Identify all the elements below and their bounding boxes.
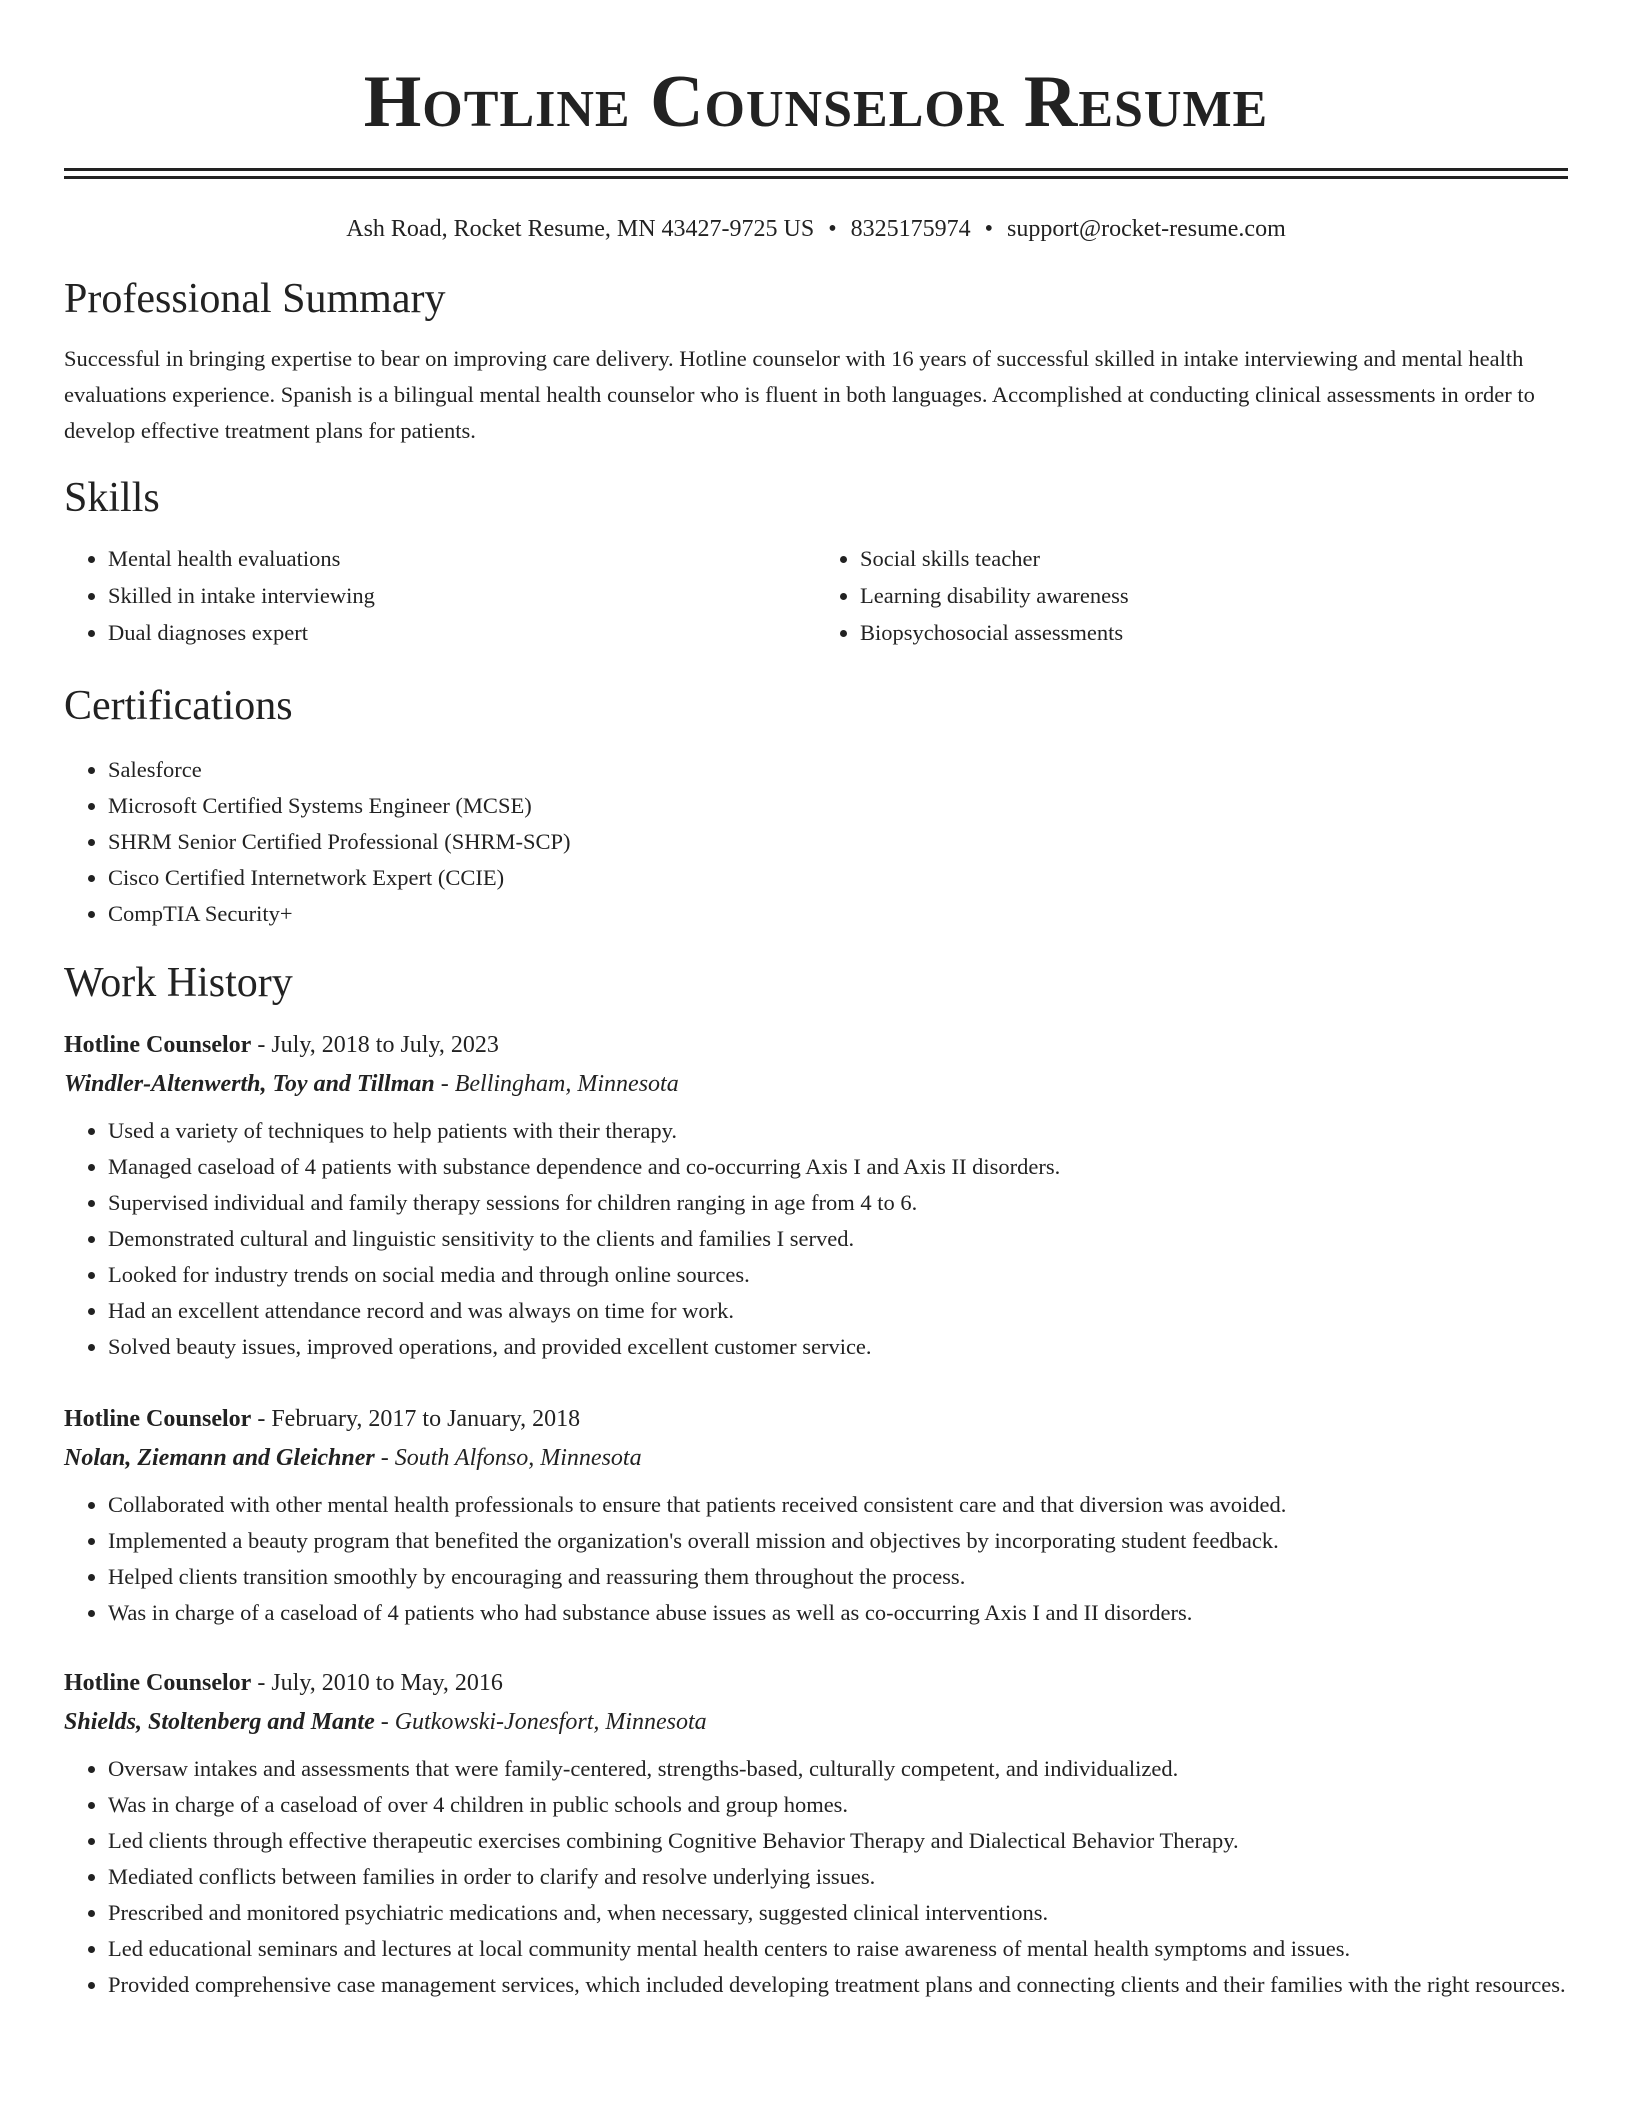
summary-text: Successful in bringing expertise to bear on improving care delivery. Hotline counselor with 16 years of successful skilled in intake interviewing and mental health evaluations experience. Spanish is a bilingual mental health counselor who is fluent in both languages. Accomplished at conducting clinical assessments in order to develop effective treatment plans for patients. — [64, 346, 1535, 443]
job-location: - South Alfonso, Minnesota — [374, 1445, 642, 1471]
job-duty-item: • Helped clients transition smoothly by encouraging and reassuring them throughout the process. — [108, 1559, 1568, 1595]
job-company: Windler-Altenwerth, Toy and Tillman — [64, 1071, 435, 1097]
summary-heading: Professional Summary — [64, 276, 446, 322]
job-duty-item: • Mediated conflicts between families in order to clarify and resolve underlying issues. — [108, 1859, 1568, 1895]
skills-list-right — [816, 540, 1568, 651]
job-dates: - July, 2010 to May, 2016 — [251, 1670, 503, 1696]
skill-item: • Learning disability awareness — [860, 577, 1568, 614]
job-role: Hotline Counselor — [64, 1406, 252, 1432]
certification-item: • Cisco Certified Internetwork Expert (CCIE) — [108, 860, 1568, 896]
job-duty-item: • Oversaw intakes and assessments that were family-centered, strengths-based, culturally competent, and individualized. — [108, 1751, 1568, 1787]
skill-item: • Dual diagnoses expert — [108, 614, 816, 651]
job-duty-item: • Was in charge of a caseload of 4 patients who had substance abuse issues as well as co-occurring Axis I and II disorders. — [108, 1595, 1568, 1631]
job-duty-item: • Supervised individual and family therapy sessions for children ranging in age from 4 to 6. — [108, 1185, 1568, 1221]
contact-phone: 8325175974 — [850, 216, 971, 242]
skill-item: • Biopsychosocial assessments — [860, 614, 1568, 651]
job-duty-item: • Was in charge of a caseload of over 4 children in public schools and group homes. — [108, 1787, 1568, 1823]
work-history-heading: Work History — [64, 960, 293, 1006]
job-dates: - February, 2017 to January, 2018 — [251, 1406, 581, 1432]
contact-address: Ash Road, Rocket Resume, MN 43427-9725 US — [346, 216, 815, 242]
certification-item: • SHRM Senior Certified Professional (SHRM-SCP) — [108, 824, 1568, 860]
certification-item: • Salesforce — [108, 752, 1568, 788]
skill-item: • Mental health evaluations — [108, 540, 816, 577]
job-entry — [64, 1400, 1568, 1631]
job-duty-item: • Led clients through effective therapeutic exercises combining Cognitive Behavior Therapy and Dialectical Behavior Therapy. — [108, 1823, 1568, 1859]
job-role: Hotline Counselor — [64, 1670, 252, 1696]
job-duties-list — [64, 1751, 1568, 2003]
job-location: - Bellingham, Minnesota — [434, 1071, 679, 1097]
job-company-line — [64, 1064, 1568, 1104]
certifications-list — [64, 752, 1568, 932]
job-title-line — [64, 1026, 1568, 1064]
job-duty-item: • Used a variety of techniques to help patients with their therapy. — [108, 1113, 1568, 1149]
skills-columns — [64, 540, 1568, 651]
contact-separator: • — [984, 216, 994, 242]
certification-item: • Microsoft Certified Systems Engineer (MCSE) — [108, 788, 1568, 824]
job-entry — [64, 1664, 1568, 2003]
contact-separator: • — [828, 216, 837, 242]
job-dates: - July, 2018 to July, 2023 — [251, 1032, 499, 1058]
job-duty-item: • Prescribed and monitored psychiatric medications and, when necessary, suggested clinical interventions. — [108, 1895, 1568, 1931]
job-duty-item: • Implemented a beauty program that benefited the organization's overall mission and objectives by incorporating student feedback. — [108, 1523, 1568, 1559]
job-duties-list — [64, 1487, 1568, 1631]
job-company: Nolan, Ziemann and Gleichner — [64, 1445, 375, 1471]
title-double-rule — [64, 168, 1568, 179]
job-title-line — [64, 1664, 1568, 1702]
job-duty-item: • Managed caseload of 4 patients with substance dependence and co-occurring Axis I and Axis II disorders. — [108, 1149, 1568, 1185]
job-duty-item: • Led educational seminars and lectures at local community mental health centers to raise awareness of mental health symptoms and issues. — [108, 1931, 1568, 1967]
contact-email: support@rocket-resume.com — [1007, 216, 1286, 242]
job-title-line — [64, 1400, 1568, 1438]
job-duty-item: • Solved beauty issues, improved operations, and provided excellent customer service. — [108, 1329, 1568, 1365]
skills-heading: Skills — [64, 475, 160, 521]
job-location: - Gutkowski-Jonesfort, Minnesota — [374, 1709, 707, 1735]
resume-title: Hotline Counselor Resume — [363, 61, 1269, 143]
skill-item: • Social skills teacher — [860, 540, 1568, 577]
certification-item: • CompTIA Security+ — [108, 896, 1568, 932]
skill-item: • Skilled in intake interviewing — [108, 577, 816, 614]
skills-list-left — [64, 540, 816, 651]
contact-line — [64, 214, 1568, 244]
job-role: Hotline Counselor — [64, 1032, 252, 1058]
job-entry — [64, 1026, 1568, 1365]
job-company-line — [64, 1438, 1568, 1478]
certifications-heading: Certifications — [64, 683, 293, 729]
job-duty-item: • Looked for industry trends on social media and through online sources. — [108, 1257, 1568, 1293]
job-duty-item: • Provided comprehensive case management services, which included developing treatment plans and connecting clients and their families with the right resources. — [108, 1967, 1568, 2003]
job-duty-item: • Collaborated with other mental health professionals to ensure that patients received consistent care and that diversion was avoided. — [108, 1487, 1568, 1523]
job-company: Shields, Stoltenberg and Mante — [64, 1709, 375, 1735]
job-duty-item: • Had an excellent attendance record and was always on time for work. — [108, 1293, 1568, 1329]
job-duty-item: • Demonstrated cultural and linguistic sensitivity to the clients and families I served. — [108, 1221, 1568, 1257]
job-duties-list — [64, 1113, 1568, 1365]
job-company-line — [64, 1702, 1568, 1742]
resume-page — [64, 0, 1568, 2003]
